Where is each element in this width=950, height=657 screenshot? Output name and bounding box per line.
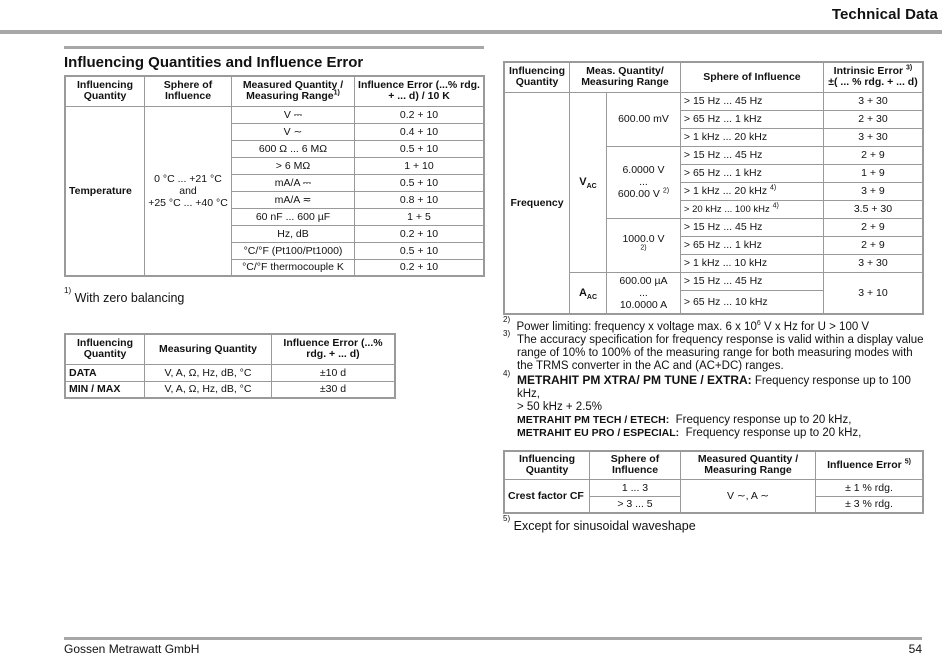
t3-header-error: Intrinsic Error $^{3)}$ ±( ... % rdg. + ... d)	[823, 62, 923, 92]
t4-sphere-1: 1 ... 3	[590, 479, 681, 496]
note-1: $^{1)}$ With zero balancing	[64, 286, 185, 305]
note-3: 3) The accuracy specification for frequency response is valid within a display value range of 10% to 100% of the measuring range for both measuring modes with the TRMS converter in the AC and (AC+DC) ranges.	[503, 329, 924, 372]
t1-range: °C/°F (Pt100/Pt1000)	[232, 242, 355, 259]
t1-range: °C/°F thermocouple K	[232, 259, 355, 276]
t3-sphere-11: > 65 Hz ... 10 kHz	[680, 290, 823, 314]
t1-range: 600 Ω ... 6 MΩ	[232, 140, 355, 157]
t1-error: 0.5 + 10	[355, 140, 485, 157]
t1-error: 0.4 + 10	[355, 123, 485, 140]
t3-error-9: 3 + 30	[823, 254, 923, 272]
crest-factor-table	[503, 450, 924, 514]
page-number: 54	[908, 642, 922, 656]
t3-error-5: 3 + 9	[823, 182, 923, 200]
header-rule	[0, 30, 942, 34]
t3-sphere-9: > 1 kHz ... 10 kHz	[680, 254, 823, 272]
t3-sphere-1: > 65 Hz ... 1 kHz	[680, 110, 823, 128]
t3-sphere-5: > 1 kHz ... 20 kHz $^{4)}$	[680, 182, 823, 200]
t4-header-sphere: Sphere of Influence	[590, 451, 681, 479]
t3-sphere-3: > 15 Hz ... 45 Hz	[680, 146, 823, 164]
t4-header-error: Influence Error $^{5)}$	[816, 451, 924, 479]
t1-error: 0.2 + 10	[355, 106, 485, 123]
t1-error: 1 + 10	[355, 157, 485, 174]
section-title: Influencing Quantities and Influence Error	[64, 54, 364, 71]
table-row	[65, 364, 395, 381]
t3-error-2: 3 + 30	[823, 128, 923, 146]
t3-range-600ua-10a: 600.00 µA ... 10.0000 A	[607, 272, 681, 314]
t3-header-sphere: Sphere of Influence	[680, 62, 823, 92]
header-title: Technical Data	[831, 6, 938, 23]
t1-error: 0.2 + 10	[355, 259, 485, 276]
t2-header-measuring: Measuring Quantity	[145, 334, 272, 364]
t3-sphere-0: > 15 Hz ... 45 Hz	[680, 92, 823, 110]
t4-quantity: Crest factor CF	[504, 479, 590, 513]
t3-error-10: 3 + 10	[823, 272, 923, 314]
t4-measured: V ∼, A ∼	[681, 479, 816, 513]
footer-rule	[64, 637, 922, 640]
t3-error-0: 3 + 30	[823, 92, 923, 110]
t3-sphere-4: > 65 Hz ... 1 kHz	[680, 164, 823, 182]
frequency-influence-table	[503, 61, 924, 315]
t3-sphere-8: > 65 Hz ... 1 kHz	[680, 236, 823, 254]
t3-aac-label: $A_{AC}$	[570, 272, 607, 314]
t1-sphere: 0 °C ... +21 °C and +25 °C ... +40 °C	[145, 106, 232, 276]
t3-header-quantity: Influencing Quantity	[504, 62, 570, 92]
t3-error-4: 1 + 9	[823, 164, 923, 182]
t2-header-quantity: Influencing Quantity	[65, 334, 145, 364]
t1-range: V ∼	[232, 123, 355, 140]
t1-range: 60 nF ... 600 µF	[232, 208, 355, 225]
t3-error-1: 2 + 30	[823, 110, 923, 128]
note-5: $^{5)}$ Except for sinusoidal waveshape	[503, 514, 696, 533]
t1-header-range: Measured Quantity / Measuring Range$^{1)}$	[232, 76, 355, 106]
t3-range-6v-600v: 6.0000 V ... 600.00 V $^{2)}$	[607, 146, 681, 218]
t4-header-quantity: Influencing Quantity	[504, 451, 590, 479]
table-row	[65, 381, 395, 398]
t3-sphere-2: > 1 kHz ... 20 kHz	[680, 128, 823, 146]
t3-quantity-frequency: Frequency	[504, 92, 570, 314]
t1-header-error: Influence Error (...% rdg. + ... d) / 10 K	[355, 76, 485, 106]
t4-sphere-2: > 3 ... 5	[590, 496, 681, 513]
t3-error-3: 2 + 9	[823, 146, 923, 164]
t3-error-7: 2 + 9	[823, 218, 923, 236]
t1-error: 0.5 + 10	[355, 174, 485, 191]
t2-quantity: DATA	[65, 364, 145, 381]
t3-error-6: 3.5 + 30	[823, 200, 923, 218]
t2-error: ±30 d	[272, 381, 396, 398]
t3-header-range: Meas. Quantity/ Measuring Range	[570, 62, 681, 92]
t4-error-1: ± 1 % rdg.	[816, 479, 924, 496]
t2-quantity: MIN / MAX	[65, 381, 145, 398]
t1-range: mA/A ≂	[232, 191, 355, 208]
section-rule	[64, 46, 484, 49]
t2-measuring: V, A, Ω, Hz, dB, °C	[145, 381, 272, 398]
t3-sphere-10: > 15 Hz ... 45 Hz	[680, 272, 823, 290]
t1-error: 0.5 + 10	[355, 242, 485, 259]
t1-error: 0.8 + 10	[355, 191, 485, 208]
data-minmax-influence-table	[64, 333, 396, 399]
t2-error: ±10 d	[272, 364, 396, 381]
t1-quantity: Temperature	[65, 106, 145, 276]
t3-sphere-7: > 15 Hz ... 45 Hz	[680, 218, 823, 236]
t1-error: 1 + 5	[355, 208, 485, 225]
t4-header-range: Measured Quantity / Measuring Range	[681, 451, 816, 479]
t3-range-1000v: 1000.0 V $^{2)}$	[607, 218, 681, 272]
footer-company: Gossen Metrawatt GmbH	[64, 642, 200, 656]
t4-error-2: ± 3 % rdg.	[816, 496, 924, 513]
t1-header-quantity: Influencing Quantity	[65, 76, 145, 106]
t1-range: Hz, dB	[232, 225, 355, 242]
t2-measuring: V, A, Ω, Hz, dB, °C	[145, 364, 272, 381]
t1-range: > 6 MΩ	[232, 157, 355, 174]
t1-header-sphere: Sphere of Influence	[145, 76, 232, 106]
t1-error: 0.2 + 10	[355, 225, 485, 242]
t1-range: mA/A ⎓	[232, 174, 355, 191]
note-2: $^{2)}$ Power limiting: frequency x voltage max. 6 x $10^6$ V x Hz for U > 100 V	[503, 315, 870, 333]
t3-vac-label: $V_{AC}$	[570, 92, 607, 272]
t2-header-error: Influence Error (...% rdg. + ... d)	[272, 334, 396, 364]
t3-range-600mv: 600.00 mV	[607, 92, 681, 146]
note-4: 4) METRAHIT PM XTRA/ PM TUNE / EXTRA: Frequency response up to 100 kHz, > 50 kHz + 2.5% METRAHIT PM TECH / ETECH: Frequency response up to 20 kHz, METRAHIT EU PRO / ESPECIAL: Frequency response up to 20 kHz,	[503, 369, 911, 439]
t3-error-8: 2 + 9	[823, 236, 923, 254]
t1-range: V ⎓	[232, 106, 355, 123]
temperature-influence-table	[64, 75, 485, 277]
t3-sphere-6: > 20 kHz ... 100 kHz $^{4)}$	[680, 200, 823, 218]
